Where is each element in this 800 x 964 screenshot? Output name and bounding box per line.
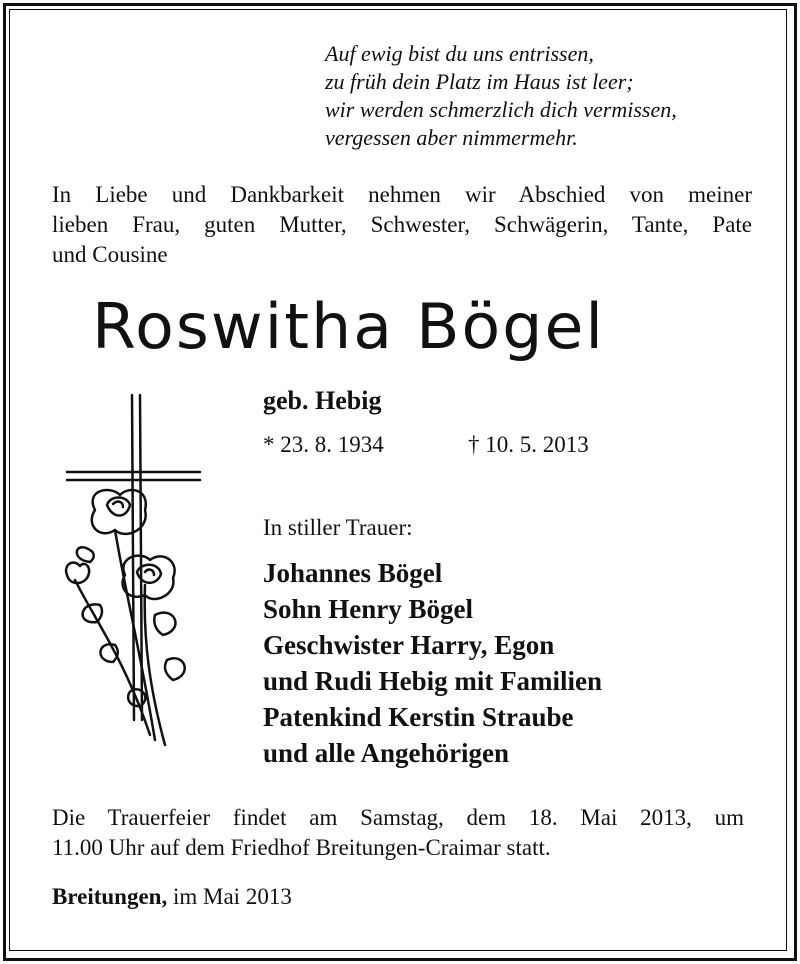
intro-line: und Cousine [52, 242, 168, 267]
mourner-name: Sohn Henry Bögel [263, 594, 474, 624]
intro-line: In Liebe und Dankbarkeit nehmen wir Abschied von meiner [52, 182, 752, 207]
mourning-label: In stiller Trauer: [263, 515, 413, 540]
poem-line: vergessen aber nimmermehr. [325, 125, 578, 150]
mourner-name: und Rudi Hebig mit Familien [263, 666, 603, 696]
intro-text [52, 180, 752, 270]
poem-line: Auf ewig bist du uns entrissen, [325, 41, 594, 66]
mourner-name: Patenkind Kerstin Straube [263, 702, 574, 732]
service-notice [52, 803, 744, 863]
service-line: Die Trauerfeier findet am Samstag, dem 18. Mai 2013, um [52, 805, 744, 830]
intro-line: lieben Frau, guten Mutter, Schwester, Schwägerin, Tante, Pate [52, 212, 752, 237]
cross-with-roses-icon [55, 390, 215, 760]
place-town: Breitungen, [52, 884, 168, 909]
death-date: † 10. 5. 2013 [468, 432, 589, 457]
poem-line: zu früh dein Platz im Haus ist leer; [325, 69, 634, 94]
maiden-name: geb. Hebig [263, 386, 382, 415]
place-and-date [52, 884, 292, 910]
poem [325, 40, 677, 152]
place-date: im Mai 2013 [172, 884, 292, 909]
life-dates [263, 432, 589, 458]
service-line: 11.00 Uhr auf dem Friedhof Breitungen-Craimar statt. [52, 835, 551, 860]
poem-line: wir werden schmerzlich dich vermissen, [325, 97, 677, 122]
mourner-name: Geschwister Harry, Egon [263, 630, 555, 660]
mourners-list [263, 555, 602, 771]
mourner-name: und alle Angehörigen [263, 738, 510, 768]
mourner-name: Johannes Bögel [263, 558, 443, 588]
deceased-name: Roswitha Bögel [92, 290, 606, 363]
birth-date: * 23. 8. 1934 [263, 432, 384, 457]
